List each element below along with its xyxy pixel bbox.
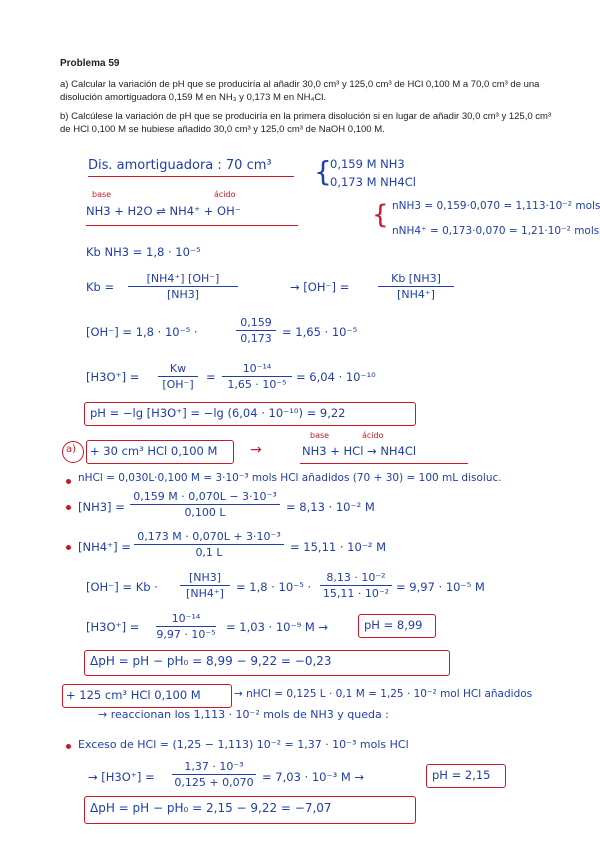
bullet	[66, 479, 71, 484]
h3-denominator: 0,125 + 0,070	[174, 776, 254, 789]
oh-solve-label: → [OH⁻] =	[290, 280, 350, 294]
oh2-denominator: [NH4⁺]	[186, 587, 224, 600]
oh2-fraction-2	[320, 571, 392, 600]
h2-result: = 1,03 · 10⁻⁹ M →	[226, 620, 329, 634]
excess-hcl: Exceso de HCl = (1,25 − 1,113) 10⁻² = 1,37 · 10⁻³ mols HCl	[78, 738, 409, 751]
bullet	[66, 545, 71, 550]
oh-solve-denominator: [NH4⁺]	[397, 288, 435, 301]
h1-denominator: [OH⁻]	[162, 378, 194, 391]
h2-numerator: 10⁻¹⁴	[171, 612, 201, 625]
delta-ph-1: ΔpH = pH − pH₀ = 8,99 − 9,22 = −0,23	[90, 654, 332, 668]
h1-numerator-2: 10⁻¹⁴	[242, 362, 272, 375]
h1-left: [H3O⁺] =	[86, 370, 140, 384]
h3-left: → [H3O⁺] =	[88, 770, 155, 784]
delta-ph-2: ΔpH = pH − pH₀ = 2,15 − 9,22 = −7,07	[90, 801, 332, 815]
statement-part-b: b) Calcúlese la variación de pH que se produciría en la primera disolución si en lugar de añadir 30,0 cm³ y 125,0 cm³ de HCl 0,100 M se hubiese añadido 30,0 cm³ y 125,0 cm³ de NaOH 0,100 M.	[60, 111, 552, 135]
oh1-result: = 1,65 · 10⁻⁵	[282, 325, 358, 339]
kb-value: Kb NH3 = 1,8 · 10⁻⁵	[86, 245, 201, 259]
nh3-conc-left: [NH3] =	[78, 500, 125, 514]
nh3-conc-result: = 8,13 · 10⁻² M	[286, 500, 375, 514]
kb-numerator: [NH4⁺] [OH⁻]	[146, 272, 220, 285]
nh3-conc-fraction	[130, 490, 280, 519]
oh2-denominator-2: 15,11 · 10⁻²	[322, 587, 390, 600]
conc-nh4cl: 0,173 M NH4Cl	[330, 175, 416, 189]
react-note: → reaccionan los 1,113 · 10⁻² mols de NH3 y queda :	[98, 708, 389, 721]
equilibrium-underline	[86, 225, 298, 226]
moles-nh3: nNH3 = 0,159·0,070 = 1,113·10⁻² mols	[392, 200, 600, 212]
oh2-fraction	[180, 571, 230, 600]
bullet	[66, 505, 71, 510]
nh3-conc-denominator: 0,100 L	[184, 506, 226, 519]
oh-solve-fraction	[378, 272, 454, 301]
nh4-conc-result: = 15,11 · 10⁻² M	[290, 540, 387, 554]
label-acido: ácido	[214, 190, 236, 199]
label-base-2: base	[310, 431, 330, 440]
ph-30: pH = 8,99	[364, 618, 423, 632]
moles-nh4: nNH4⁺ = 0,173·0,070 = 1,21·10⁻² mols	[392, 225, 600, 237]
h2-denominator: 9,97 · 10⁻⁵	[156, 628, 216, 641]
oh-solve-numerator: Kb [NH3]	[391, 272, 441, 285]
buffer-underline	[88, 176, 294, 177]
oh2-left: [OH⁻] = Kb ·	[86, 580, 158, 594]
h1-equals: =	[206, 370, 216, 384]
arrow-reaction: →	[250, 442, 262, 458]
oh1-fraction	[236, 316, 276, 345]
nh4-conc-left: [NH4⁺] =	[78, 540, 131, 554]
kb-fraction	[128, 272, 238, 301]
brace: {	[314, 155, 332, 188]
equilibrium-eq: NH3 + H2O ⇌ NH4⁺ + OH⁻	[86, 204, 241, 218]
oh2-result: = 9,97 · 10⁻⁵ M	[396, 580, 485, 594]
oh2-numerator: [NH3]	[188, 571, 222, 584]
nh3-conc-numerator: 0,159 M · 0,070L − 3·10⁻³	[133, 490, 277, 503]
h1-result: = 6,04 · 10⁻¹⁰	[296, 370, 376, 384]
problem-title: Problema 59	[60, 58, 120, 69]
kb-denominator: [NH3]	[166, 288, 200, 301]
oh1-denominator: 0,173	[240, 332, 272, 345]
part-a-label: a)	[66, 444, 77, 455]
nh4-conc-numerator: 0,173 M · 0,070L + 3·10⁻³	[137, 530, 281, 543]
h1-fraction-2	[222, 362, 292, 391]
kb-expression-label: Kb =	[86, 280, 115, 294]
ph-initial: pH = −lg [H3O⁺] = −lg (6,04 · 10⁻¹⁰) = 9,22	[90, 406, 346, 420]
bullet	[66, 744, 71, 749]
h3-result: = 7,03 · 10⁻³ M →	[262, 770, 365, 784]
h2-fraction	[156, 612, 216, 641]
nh4-conc-denominator: 0,1 L	[195, 546, 223, 559]
moles-brace: {	[372, 200, 389, 230]
add30: + 30 cm³ HCl 0,100 M	[90, 444, 218, 458]
buffer-header: Dis. amortiguadora : 70 cm³	[88, 158, 272, 173]
oh1-left: [OH⁻] = 1,8 · 10⁻⁵ ·	[86, 325, 198, 339]
h3-numerator: 1,37 · 10⁻³	[184, 760, 244, 773]
h1-denominator-2: 1,65 · 10⁻⁵	[227, 378, 287, 391]
oh2-numerator-2: 8,13 · 10⁻²	[326, 571, 386, 584]
oh1-numerator: 0,159	[240, 316, 272, 329]
ph-125: pH = 2,15	[432, 768, 491, 782]
statement-part-a: a) Calcular la variación de pH que se produciría al añadir 30,0 cm³ y 125,0 cm³ de HCl 0,100 M a 70,0 cm³ de una disolución amortiguadora 0,159 M en NH₃ y 0,173 M en NH₄Cl.	[60, 79, 540, 103]
h3-fraction	[172, 760, 256, 789]
label-base: base	[92, 190, 112, 199]
oh2-mid: = 1,8 · 10⁻⁵ ·	[236, 580, 312, 594]
h1-fraction	[158, 362, 198, 391]
add125: + 125 cm³ HCl 0,100 M	[66, 688, 201, 702]
h1-numerator: Kw	[169, 362, 187, 375]
h2-left: [H3O⁺] =	[86, 620, 140, 634]
moles-hcl-30: nHCl = 0,030L·0,100 M = 3·10⁻³ mols HCl añadidos (70 + 30) = 100 mL disoluc.	[78, 472, 502, 484]
label-acido-2: ácido	[362, 431, 384, 440]
neutralization-underline	[300, 463, 468, 464]
nh4-conc-fraction	[134, 530, 284, 559]
add125-moles: → nHCl = 0,125 L · 0,1 M = 1,25 · 10⁻² mol HCl añadidos	[234, 688, 533, 700]
neutralization-eq: NH3 + HCl → NH4Cl	[302, 444, 417, 458]
conc-nh3: 0,159 M NH3	[330, 157, 405, 171]
